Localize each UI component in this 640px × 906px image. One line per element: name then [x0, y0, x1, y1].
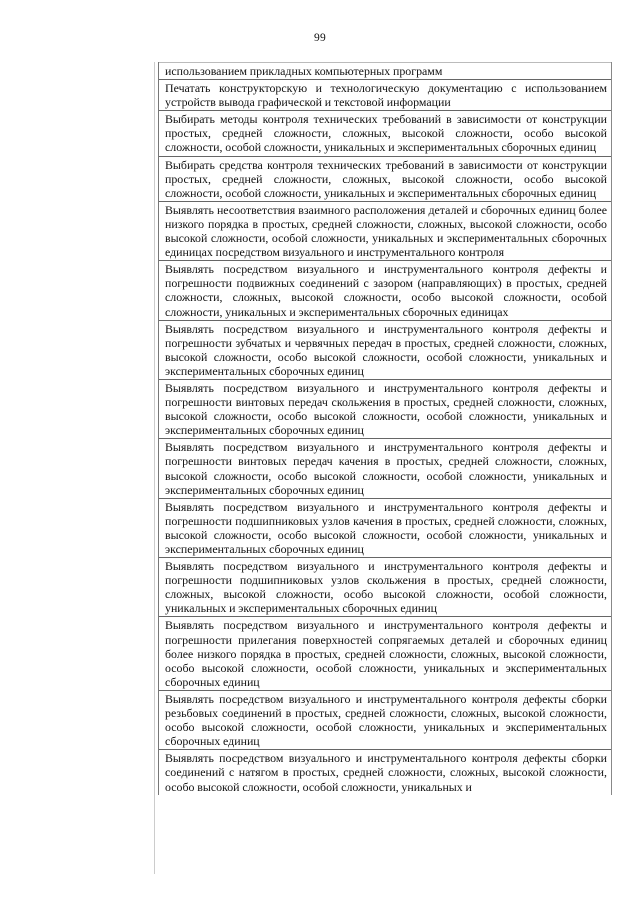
table-row: Выявлять посредством визуального и инструментального контроля дефекты и погрешности подшипниковых узлов качения в простых, средней сложности, сложных, высокой сложности, особо высокой сложности, особой сложности, уникальных и экспериментальных сборочных единиц — [159, 499, 611, 558]
table-row: Выявлять посредством визуального и инструментального контроля дефекты и погрешности винтовых передач скольжения в простых, средней сложности, сложных, высокой сложности, особо высокой сложности, особой сложности, уникальных и экспериментальных сборочных единиц — [159, 380, 611, 439]
table-row: Выявлять посредством визуального и инструментального контроля дефекты и погрешности винтовых передач качения в простых, средней сложности, сложных, высокой сложности, особо высокой сложности, особой сложности, уникальных и экспериментальных сборочных единиц — [159, 439, 611, 498]
table-row: Выбирать средства контроля технических требований в зависимости от конструкции простых, средней сложности, сложных, высокой сложности, особо высокой сложности, особой сложности, уникальных и экспериментальных сборочных единиц — [159, 157, 611, 202]
table-row: использованием прикладных компьютерных программ — [159, 62, 611, 80]
table-row: Выявлять посредством визуального и инструментального контроля дефекты и погрешности подшипниковых узлов скольжения в простых, средней сложности, сложных, высокой сложности, особо высокой сложности, особой сложности, уникальных и экспериментальных сборочных единиц — [159, 558, 611, 617]
table-row: Печатать конструкторскую и технологическую документацию с использованием устройств вывода графической и текстовой информации — [159, 80, 611, 111]
table-row: Выбирать методы контроля технических требований в зависимости от конструкции простых, средней сложности, сложных, высокой сложности, особо высокой сложности, особой сложности, уникальных и экспериментальных сборочных единиц — [159, 111, 611, 156]
table-row: Выявлять несоответствия взаимного расположения деталей и сборочных единиц более низкого порядка в простых, средней сложности, сложных, высокой сложности, особо высокой сложности, особой сложности, уникальных и экспериментальных сборочных единицах посредством визуального и инструментального контроля — [159, 202, 611, 261]
table-row: Выявлять посредством визуального и инструментального контроля дефекты и погрешности прилегания поверхностей сопрягаемых деталей и сборочных единиц более низкого порядка в простых, средней сложности, сложных, высокой сложности, особо высокой сложности, особой сложности, уникальных и экспериментальных сборочных единиц — [159, 617, 611, 690]
skills-table — [158, 62, 612, 795]
page-number: 99 — [313, 32, 327, 44]
table-row: Выявлять посредством визуального и инструментального контроля дефекты сборки резьбовых соединений в простых, средней сложности, сложных, высокой сложности, особо высокой сложности, особой сложности, уникальных и экспериментальных сборочных единиц — [159, 691, 611, 750]
table-row: Выявлять посредством визуального и инструментального контроля дефекты и погрешности подвижных соединений с зазором (направляющих) в простых, средней сложности, сложных, высокой сложности, особо высокой сложности, особой сложности, уникальных и экспериментальных сборочных единицах — [159, 261, 611, 320]
table-row: Выявлять посредством визуального и инструментального контроля дефекты и погрешности зубчатых и червячных передач в простых, средней сложности, сложных, высокой сложности, особо высокой сложности, особой сложности, уникальных и экспериментальных сборочных единиц — [159, 321, 611, 380]
table-row: Выявлять посредством визуального и инструментального контроля дефекты сборки соединений с натягом в простых, средней сложности, сложных, высокой сложности, особо высокой сложности, особой сложности, уникальных и — [165, 751, 607, 794]
